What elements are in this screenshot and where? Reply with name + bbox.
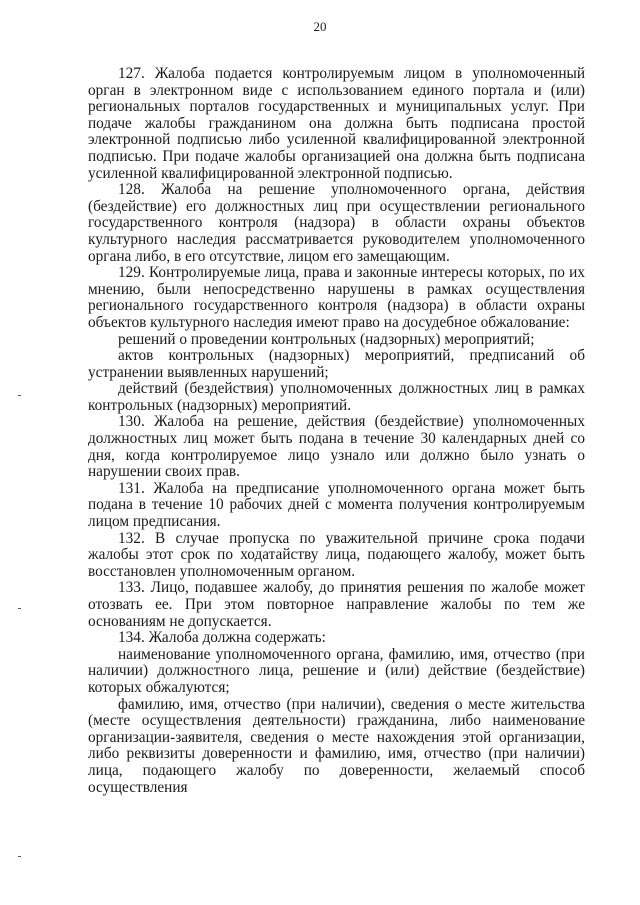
list-item-decisions: решений о проведении контрольных (надзорных) мероприятий; — [118, 330, 535, 348]
document-body — [88, 66, 585, 796]
margin-mark — [18, 608, 21, 609]
paragraph-128: 128. Жалоба на решение уполномоченного органа, действия (бездействие) его должностных лиц при осуществлении регионального государственного контроля (надзора) в области охраны объектов культурного наследия рассматривается руководителем уполномоченного органа либо, в его отсутствие, лицом его замещающим. — [88, 181, 585, 265]
page-number: 20 — [313, 19, 327, 34]
paragraph-133: 133. Лицо, подавшее жалобу, до принятия решения по жалобе может отозвать ее. При этом повторное направление жалобы по тем же основаниям не допускается. — [88, 579, 585, 630]
list-item-actions: действий (бездействия) уполномоченных должностных лиц в рамках контрольных (надзорных) мероприятий. — [88, 380, 585, 414]
list-item-acts: актов контрольных (надзорных) мероприятий, предписаний об устранении выявленных нарушений; — [88, 347, 585, 381]
paragraph-132: 132. В случае пропуска по уважительной причине срока подачи жалобы этот срок по ходатайству лица, подающего жалобу, может быть восстановлен уполномоченным органом. — [88, 529, 585, 580]
paragraph-127: 127. Жалоба подается контролируемым лицом в уполномоченный орган в электронном виде с использованием единого портала и (или) региональных порталов государственных и муниципальных услуг. При подаче жалобы гражданином она должна быть подписана простой электронной подписью либо усиленной квалифицированной электронной подписью. При подаче жалобы организацией она должна быть подписана усиленной квалифицированной электронной подписью. — [88, 65, 585, 182]
margin-mark — [18, 856, 21, 857]
margin-mark — [18, 395, 21, 396]
paragraph-130: 130. Жалоба на решение, действия (бездействие) уполномоченных должностных лиц может быть подана в течение 30 календарных дней со дня, когда контролируемое лицо узнало или должно было узнать о нарушении своих прав. — [88, 413, 585, 481]
list-item-applicant-info: фамилию, имя, отчество (при наличии), сведения о месте жительства (месте осуществления деятельности) гражданина, либо наименование организации-заявителя, сведения о месте нахождения этой организации, либо реквизиты доверенности и фамилию, имя, отчество (при наличии) лица, подающего жалобу по доверенности, желаемый способ осуществления — [88, 695, 585, 796]
paragraph-134: 134. Жалоба должна содержать: — [118, 629, 326, 647]
paragraph-131: 131. Жалоба на предписание уполномоченного органа может быть подана в течение 10 рабочих дней с момента получения контролируемым лицом предписания. — [88, 479, 585, 531]
list-item-authority-name: наименование уполномоченного органа, фамилию, имя, отчество (при наличии) должностного лица, решение и (или) действие (бездействие) которых обжалуются; — [88, 645, 585, 696]
paragraph-129: 129. Контролируемые лица, права и законные интересы которых, по их мнению, были непосредственно нарушены в рамках осуществления регионального государственного контроля (надзора) в области охраны объектов культурного наследия имеют право на досудебное обжалование: — [88, 264, 585, 331]
